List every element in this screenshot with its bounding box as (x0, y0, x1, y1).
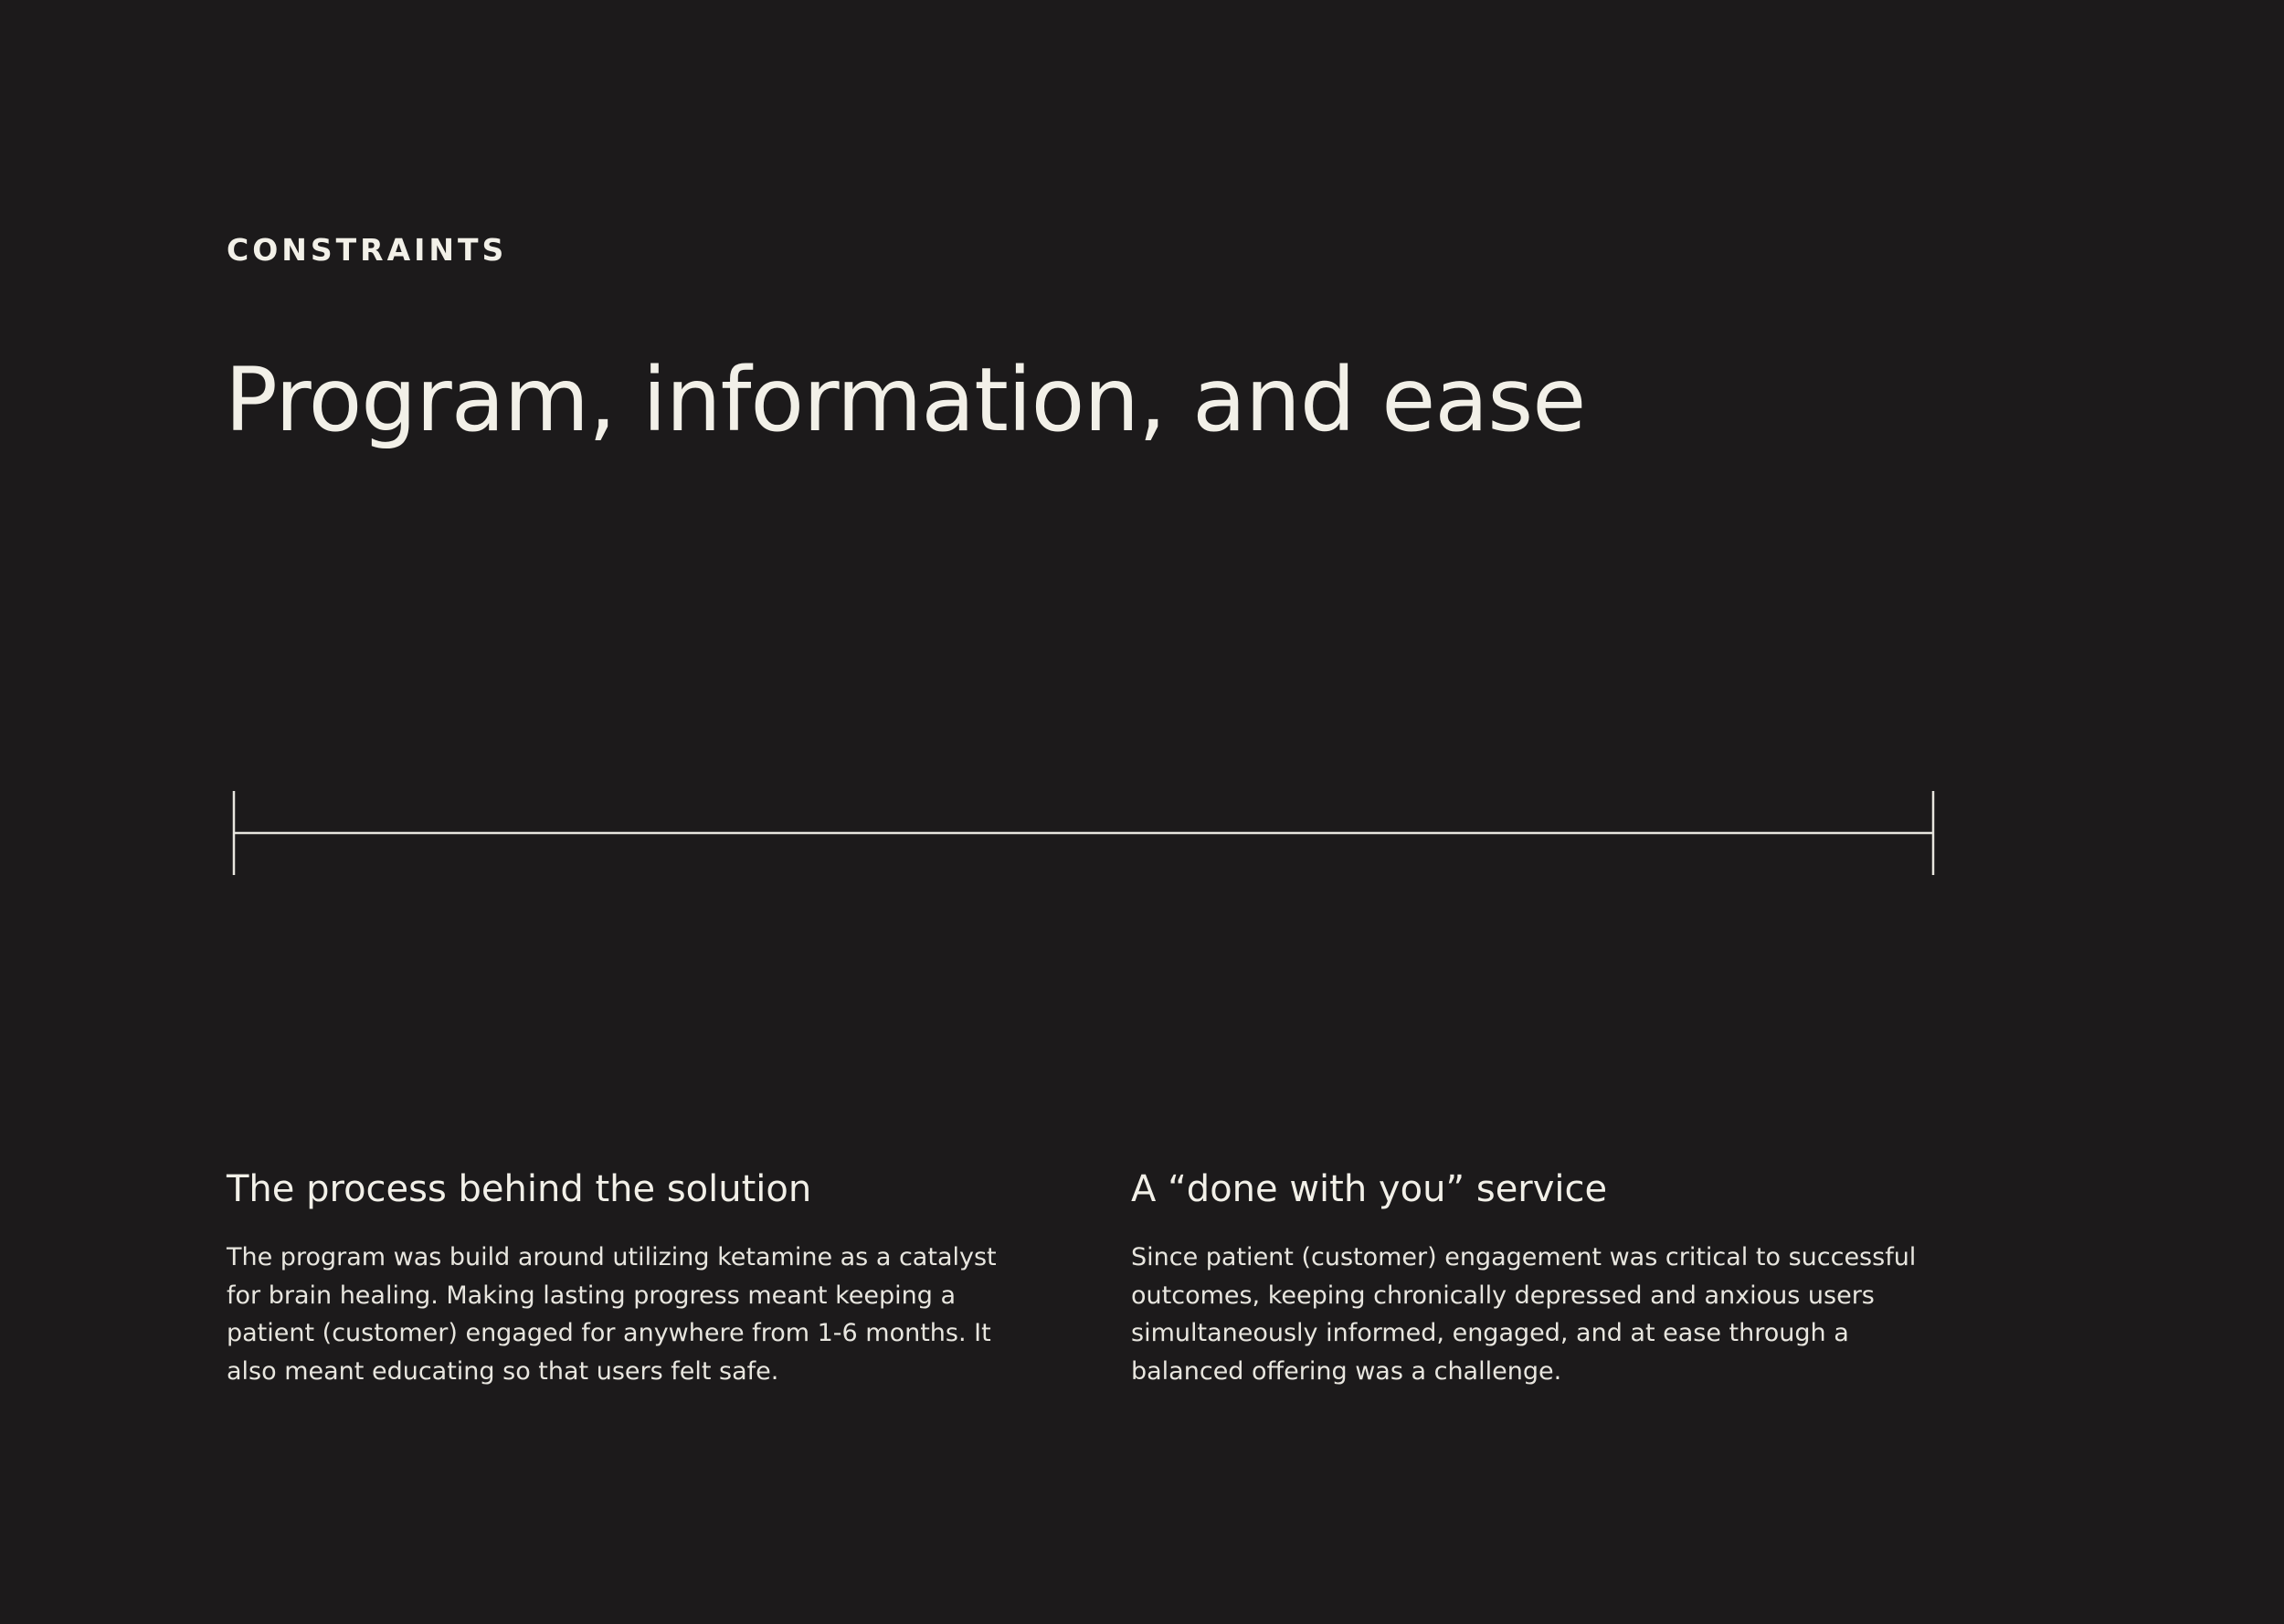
column-process-heading: The process behind the solution (227, 1168, 812, 1210)
column-process-body: The program was build around utilizing ketamine as a catalyst for brain healing. Making lasting progress meant keeping a patient (customer) engaged for anywhere from 1-6 months. It also meant educating so that users felt safe. (227, 1243, 997, 1386)
column-service (1131, 1164, 1935, 1390)
span-divider (232, 789, 1940, 877)
column-service-heading: A “done with you” service (1131, 1168, 1608, 1210)
column-service-body: Since patient (customer) engagement was critical to successful outcomes, keeping chronically depressed and anxious users simultaneously informed, engaged, and at ease through a balanced offering was a challenge. (1131, 1243, 1917, 1386)
column-process (227, 1164, 1031, 1390)
section-eyebrow: CONSTRAINTS (227, 232, 508, 268)
page-title: Program, information, and ease (225, 349, 1586, 451)
